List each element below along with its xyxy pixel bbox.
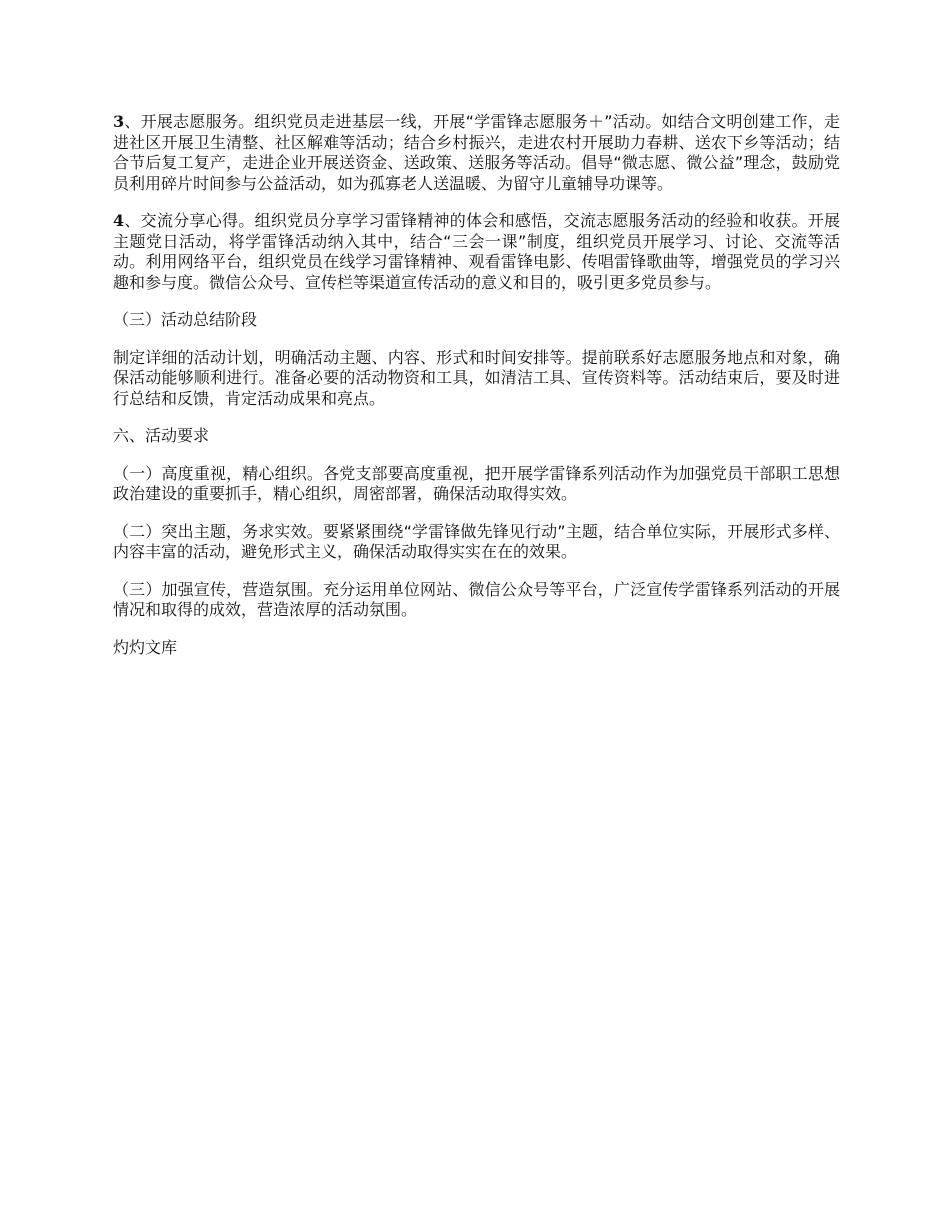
footer-source: 灼灼文库 bbox=[113, 637, 178, 657]
paragraph-share-experience bbox=[113, 211, 840, 293]
paragraph-number: 3 bbox=[113, 112, 125, 131]
stage3-heading: （三）活动总结阶段 bbox=[113, 310, 258, 329]
document-page bbox=[113, 112, 840, 675]
requirement-item: （一）高度重视，精心组织。各党支部要高度重视，把开展学雷锋系列活动作为加强党员干部职工思想政治建设的重要抓手，精心组织，周密部署，确保活动取得实效。 bbox=[113, 463, 840, 503]
requirement-item: （二）突出主题，务求实效。要紧紧围绕“学雷锋做先锋见行动”主题，结合单位实际，开展形式多样、内容丰富的活动，避免形式主义，确保活动取得实实在在的效果。 bbox=[113, 521, 840, 561]
paragraph-text: 、交流分享心得。组织党员分享学习雷锋精神的体会和感悟，交流志愿服务活动的经验和收获。开展主题党日活动，将学雷锋活动纳入其中，结合“三会一课”制度，组织党员开展学习、讨论、交流等活动。利用网络平台，组织党员在线学习雷锋精神、观看雷锋电影、传唱雷锋歌曲等，增强党员的学习兴趣和参与度。微信公众号、宣传栏等渠道宣传活动的意义和目的，吸引更多党员参与。 bbox=[113, 211, 840, 292]
paragraph-number: 4 bbox=[113, 211, 125, 230]
section6-heading: 六、活动要求 bbox=[113, 426, 210, 445]
paragraph-volunteer-service bbox=[113, 112, 840, 194]
stage3-paragraph: 制定详细的活动计划，明确活动主题、内容、形式和时间安排等。提前联系好志愿服务地点和对象，确保活动能够顺利进行。准备必要的活动物资和工具，如清洁工具、宣传资料等。活动结束后，要及时进行总结和反馈，肯定活动成果和亮点。 bbox=[113, 347, 840, 408]
requirement-item: （三）加强宣传，营造氛围。充分运用单位网站、微信公众号等平台，广泛宣传学雷锋系列活动的开展情况和取得的成效，营造浓厚的活动氛围。 bbox=[113, 579, 840, 619]
paragraph-text: 、开展志愿服务。组织党员走进基层一线，开展“学雷锋志愿服务＋”活动。如结合文明创建工作，走进社区开展卫生清整、社区解难等活动；结合乡村振兴，走进农村开展助力春耕、送农下乡等活动；结合节后复工复产，走进企业开展送资金、送政策、送服务等活动。倡导“微志愿、微公益”理念，鼓励党员利用碎片时间参与公益活动，如为孤寡老人送温暖、为留守儿童辅导功课等。 bbox=[113, 112, 840, 193]
